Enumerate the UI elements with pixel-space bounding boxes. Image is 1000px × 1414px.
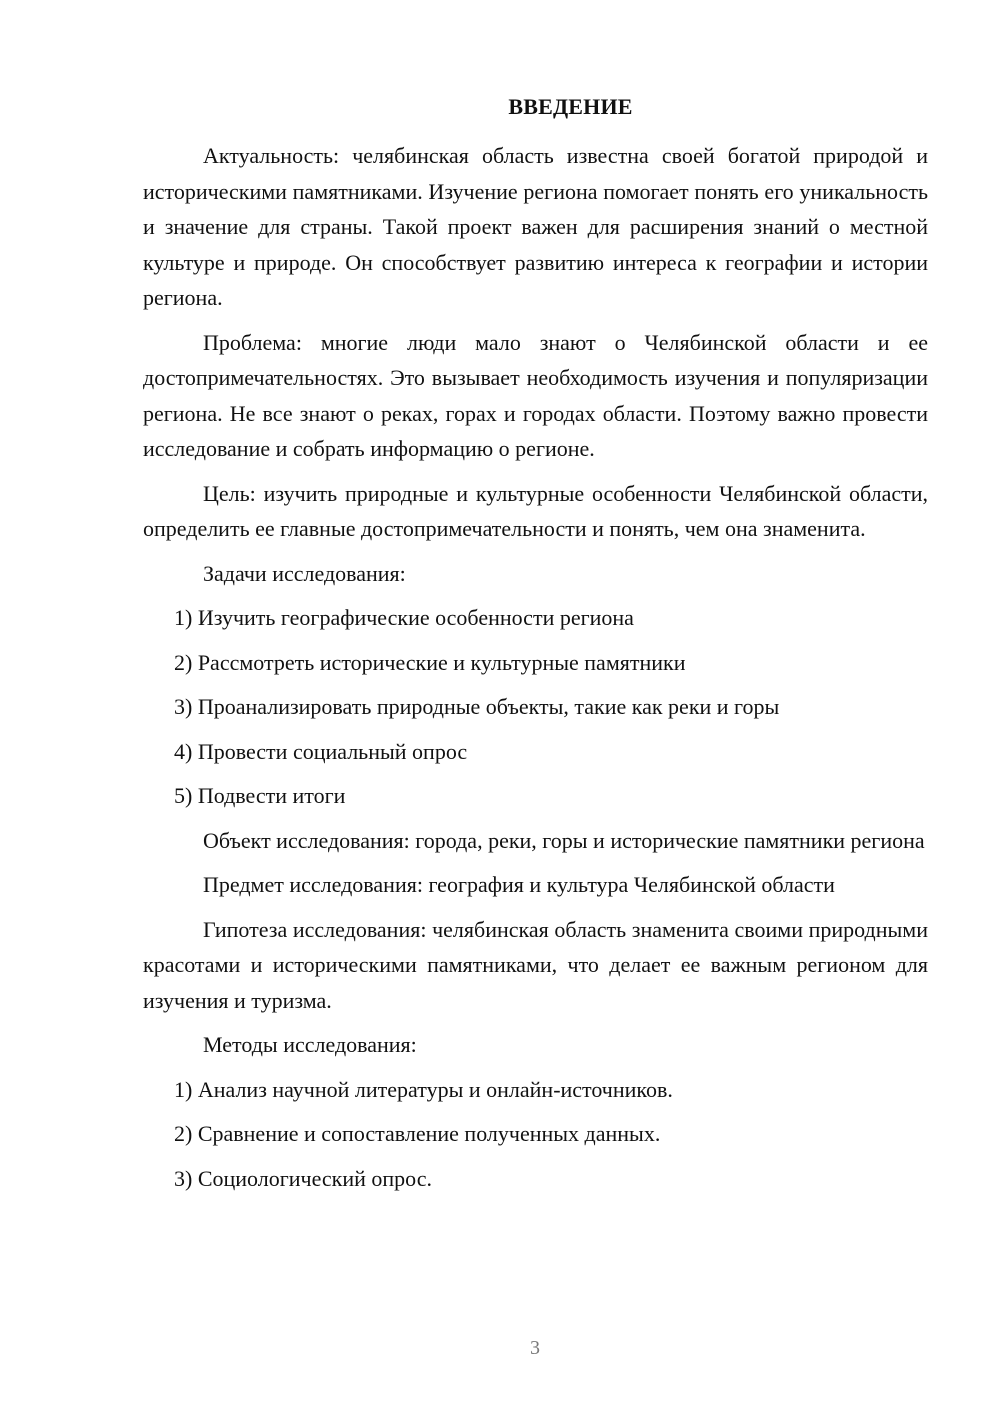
page-title: ВВЕДЕНИЕ xyxy=(508,94,633,119)
list-item: 1) Анализ научной литературы и онлайн-источников. xyxy=(174,1076,673,1102)
hypothesis-paragraph: Гипотеза исследования: челябинская область знаменита своими природными красотами и историческими памятниками, что делает ее важным регионом для изучения и туризма. xyxy=(143,916,928,1013)
relevance-paragraph: Актуальность: челябинская область известна своей богатой природой и историческими памятниками. Изучение региона помогает понять его уникальность и значение для страны. Такой проект важен для расширения знаний о местной культуре и природе. Он способствует развитию интереса к географии и истории региона. xyxy=(143,143,928,310)
tasks-heading: Задачи исследования: xyxy=(203,560,406,586)
document-page xyxy=(143,96,928,1396)
methods-list xyxy=(143,1072,928,1197)
list-item: 4) Провести социальный опрос xyxy=(174,738,468,764)
object-paragraph: Объект исследования: города, реки, горы и исторические памятники региона xyxy=(203,827,925,853)
subject-paragraph: Предмет исследования: география и культура Челябинской области xyxy=(203,872,835,897)
list-item: 3) Проанализировать природные объекты, такие как реки и горы xyxy=(174,694,780,719)
list-item: 2) Рассмотреть исторические и культурные памятники xyxy=(174,649,686,675)
page-number: 3 xyxy=(530,1337,540,1359)
list-item: 5) Подвести итоги xyxy=(174,783,346,808)
list-item: 3) Социологический опрос. xyxy=(174,1165,432,1191)
list-item: 2) Сравнение и сопоставление полученных данных. xyxy=(174,1121,661,1146)
problem-paragraph: Проблема: многие люди мало знают о Челябинской области и ее достопримечательностях. Это вызывает необходимость изучения и популяризации региона. Не все знают о реках, горах и городах области. Поэтому важно провести исследование и собрать информацию о регионе. xyxy=(143,329,928,461)
tasks-list xyxy=(143,600,928,814)
goal-paragraph: Цель: изучить природные и культурные особенности Челябинской области, определить ее главные достопримечательности и понять, чем она знаменита. xyxy=(143,480,928,541)
methods-heading: Методы исследования: xyxy=(203,1032,417,1057)
list-item: 1) Изучить географические особенности региона xyxy=(174,605,634,630)
